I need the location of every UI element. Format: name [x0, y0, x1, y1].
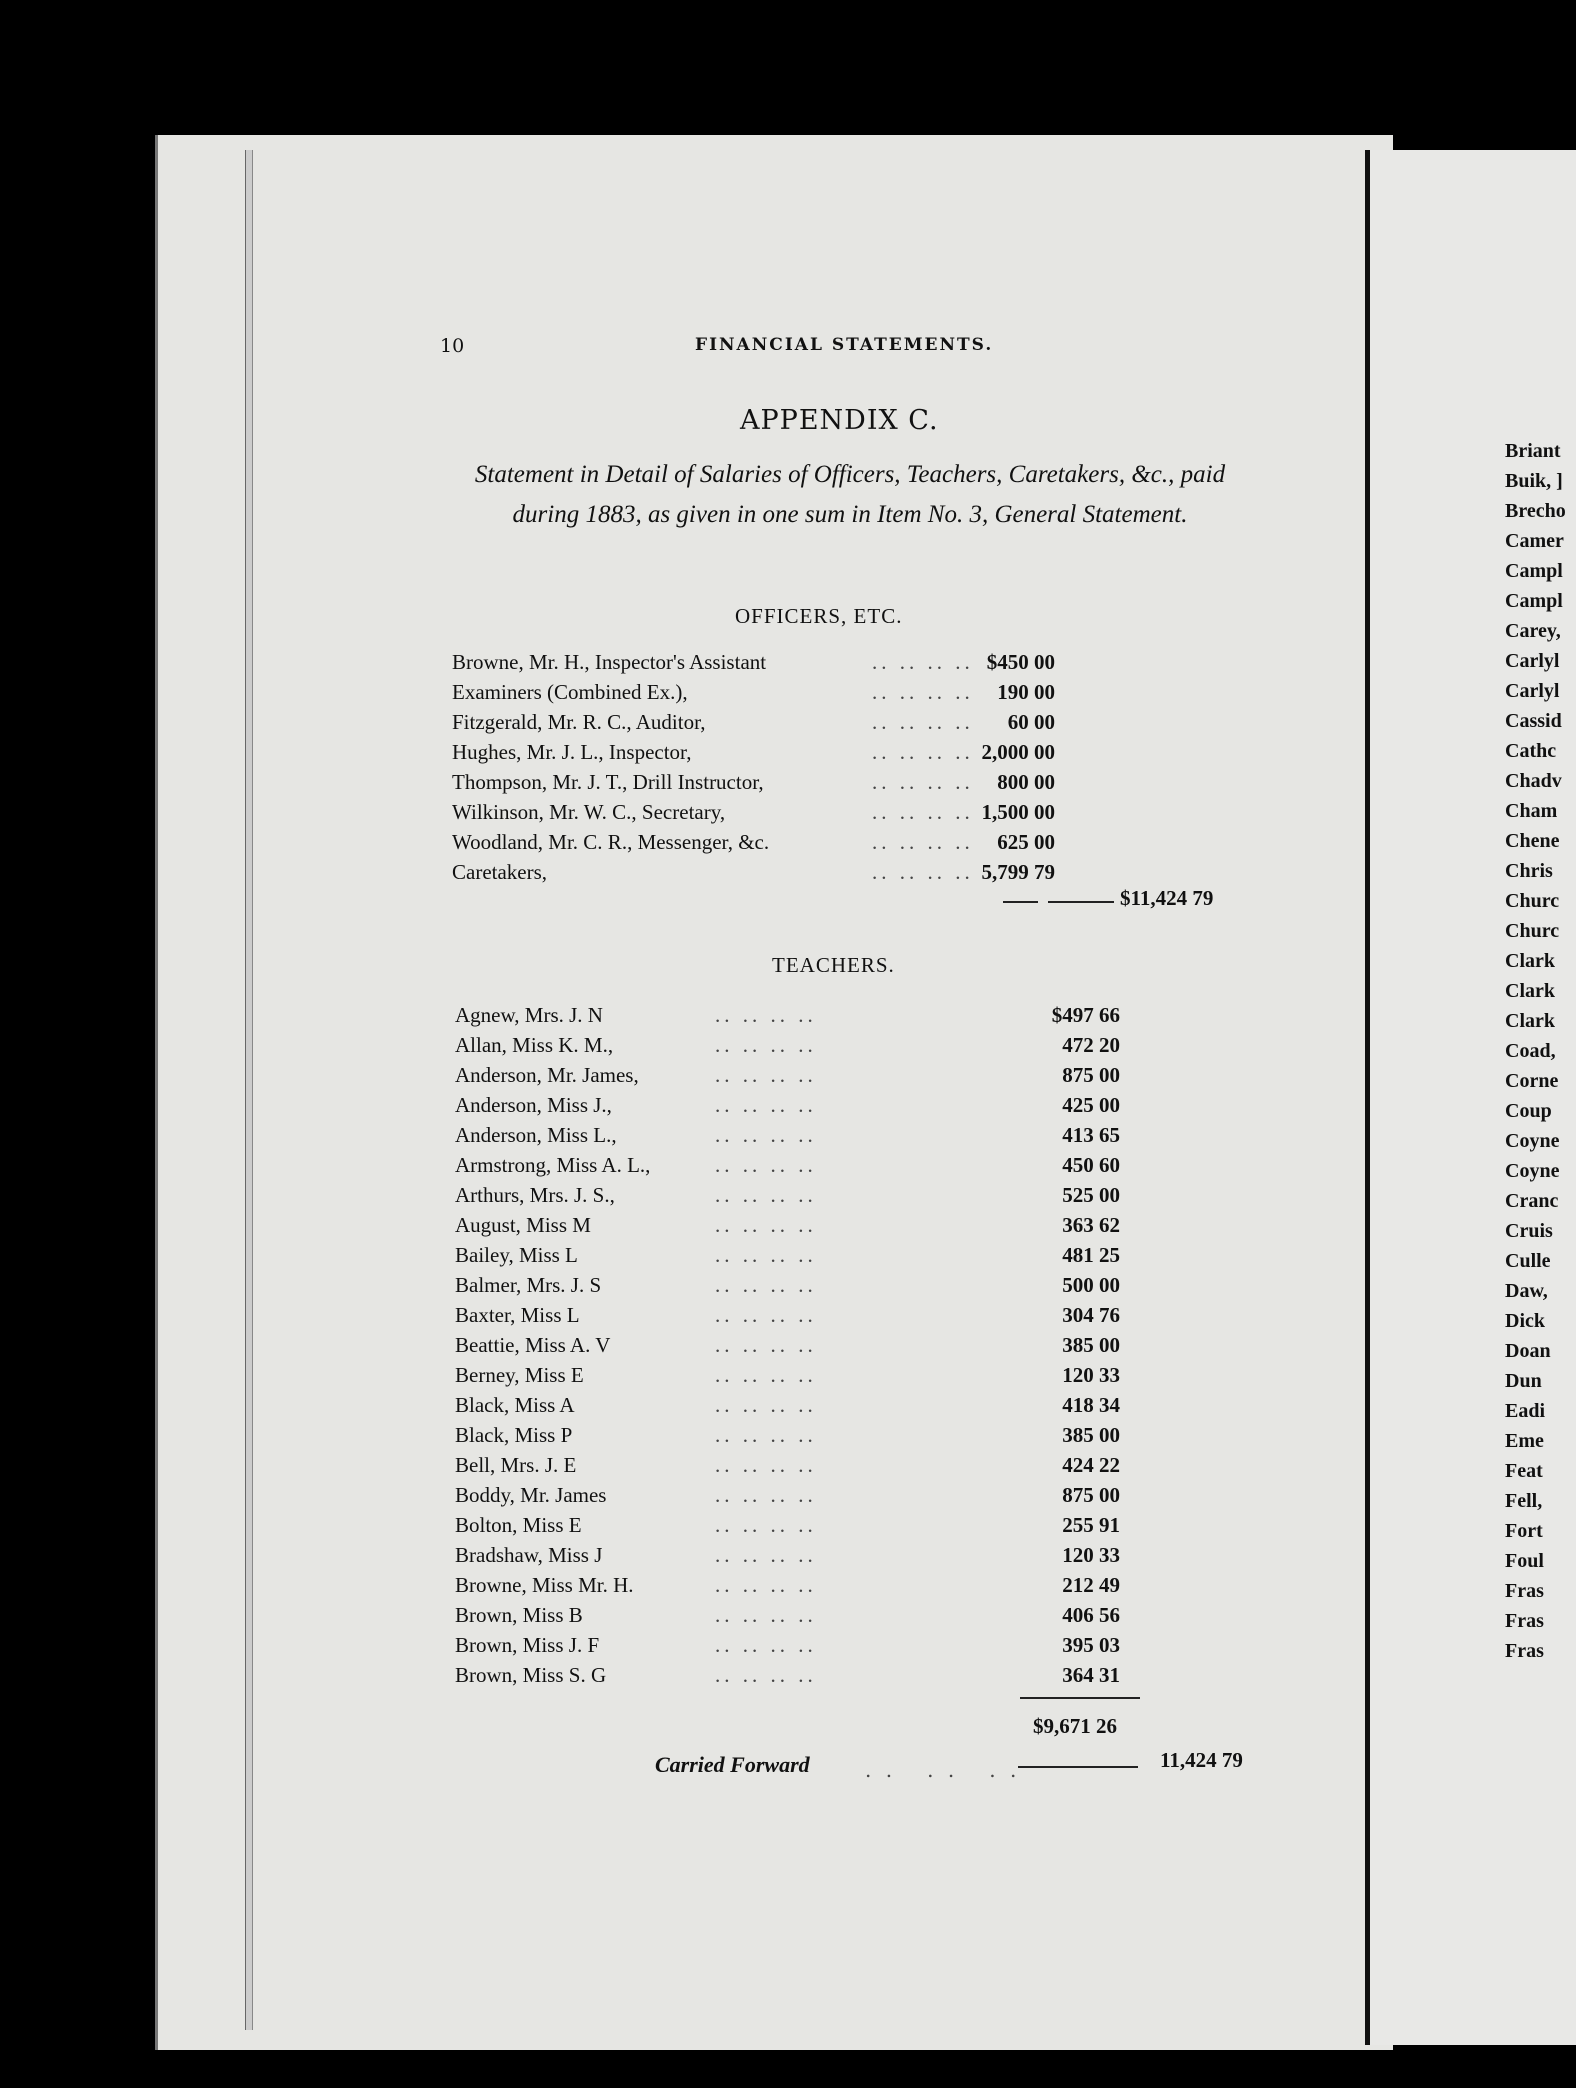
page-header [440, 335, 1060, 365]
officers-rule-2 [1048, 901, 1114, 903]
salary-amount: 413 65 [1062, 1123, 1120, 1147]
payee-name: Black, Miss A [455, 1393, 575, 1417]
carried-forward-rule [1018, 1766, 1138, 1768]
salary-amount: 363 62 [1062, 1213, 1120, 1237]
salary-amount: 1,500 00 [981, 800, 1055, 824]
facing-page-name: Coyne [1505, 1130, 1560, 1152]
facing-page-name: Carlyl [1505, 650, 1560, 672]
dot-leader: .. .. .. .. [872, 710, 974, 734]
dot-leader: .. .. .. .. [715, 1303, 817, 1327]
dot-leader: .. .. .. .. [872, 680, 974, 704]
payee-name: Hughes, Mr. J. L., Inspector, [452, 740, 692, 764]
salary-amount: $497 66 [1051, 1003, 1120, 1027]
payee-name: Browne, Mr. H., Inspector's Assistant [452, 650, 767, 674]
salary-amount: 395 03 [1062, 1633, 1120, 1657]
salary-amount: 60 00 [1007, 710, 1055, 734]
dot-leader: .. .. .. .. [872, 860, 974, 884]
facing-page-name: Culle [1505, 1250, 1551, 1272]
salary-amount: 212 49 [1062, 1573, 1120, 1597]
facing-page-name: Chris [1505, 860, 1553, 882]
facing-page-name: Carey, [1505, 620, 1561, 642]
facing-page-name: Fell, [1505, 1490, 1543, 1512]
payee-name: Woodland, Mr. C. R., Messenger, &c. [452, 830, 770, 854]
carried-forward-amount: 11,424 79 [1160, 1748, 1243, 1772]
facing-page-name: Fras [1505, 1580, 1544, 1602]
facing-page-name: Foul [1505, 1550, 1544, 1572]
dot-leader: .. .. .. .. [715, 1423, 817, 1447]
dot-leader: .. .. .. .. [715, 1003, 817, 1027]
dot-leader: .. .. .. .. [715, 1513, 817, 1537]
dot-leader: .. .. .. .. [715, 1453, 817, 1477]
appendix-title: APPENDIX C. [740, 405, 939, 436]
payee-name: Bell, Mrs. J. E [455, 1453, 577, 1477]
intro-statement: Statement in Detail of Salaries of Officers, Teachers, Caretakers, &c., paid during 1883, as given in one sum in Item No. 3, General Statement. [474, 461, 1226, 528]
facing-page-name: Cassid [1505, 710, 1562, 732]
salary-amount: 120 33 [1062, 1363, 1120, 1387]
carried-forward-leader: . . . . . . [865, 1758, 1021, 1782]
payee-name: Brown, Miss B [455, 1603, 583, 1627]
dot-leader: .. .. .. .. [715, 1483, 817, 1507]
dot-leader: .. .. .. .. [715, 1333, 817, 1357]
payee-name: Anderson, Mr. James, [455, 1063, 639, 1087]
facing-page-name: Chene [1505, 830, 1560, 852]
dot-leader: .. .. .. .. [872, 800, 974, 824]
facing-page-name: Cham [1505, 800, 1558, 822]
payee-name: Thompson, Mr. J. T., Drill Instructor, [452, 770, 764, 794]
carried-forward-label: Carried Forward [655, 1752, 810, 1777]
officers-rule-1 [1003, 901, 1038, 903]
dot-leader: .. .. .. .. [872, 740, 974, 764]
salary-amount: 385 00 [1062, 1333, 1120, 1357]
payee-name: Balmer, Mrs. J. S [455, 1273, 602, 1297]
facing-page-name: Cathc [1505, 740, 1557, 762]
dot-leader: .. .. .. .. [715, 1183, 817, 1207]
facing-page-name: Buik, ] [1505, 470, 1563, 492]
payee-name: Arthurs, Mrs. J. S., [455, 1183, 615, 1207]
facing-page-name: Carlyl [1505, 680, 1560, 702]
payee-name: Wilkinson, Mr. W. C., Secretary, [452, 800, 726, 824]
payee-name: Bailey, Miss L [455, 1243, 578, 1267]
salary-amount: 472 20 [1062, 1033, 1120, 1057]
facing-page-name: Brecho [1505, 500, 1566, 522]
facing-page-name: Eadi [1505, 1400, 1546, 1422]
salary-amount: 385 00 [1062, 1423, 1120, 1447]
facing-page-name: Churc [1505, 920, 1560, 942]
dot-leader: .. .. .. .. [715, 1663, 817, 1687]
payee-name: Black, Miss P [455, 1423, 573, 1447]
payee-name: Browne, Miss Mr. H. [455, 1573, 634, 1597]
salary-amount: 418 34 [1062, 1393, 1120, 1417]
dot-leader: .. .. .. .. [715, 1273, 817, 1297]
payee-name: Brown, Miss J. F [455, 1633, 600, 1657]
salary-amount: $450 00 [986, 650, 1055, 674]
dot-leader: .. .. .. .. [872, 770, 974, 794]
salary-amount: 5,799 79 [981, 860, 1055, 884]
payee-name: August, Miss M [455, 1213, 591, 1237]
facing-page-names [1505, 440, 1576, 1670]
facing-page-name: Coad, [1505, 1040, 1556, 1062]
payee-name: Caretakers, [452, 860, 548, 884]
dot-leader: .. .. .. .. [872, 650, 974, 674]
facing-page-name: Fras [1505, 1640, 1544, 1662]
dot-leader: .. .. .. .. [715, 1543, 817, 1567]
facing-page-name: Corne [1505, 1070, 1559, 1092]
salary-amount: 625 00 [997, 830, 1055, 854]
payee-name: Bradshaw, Miss J [455, 1543, 603, 1567]
salary-amount: 255 91 [1062, 1513, 1120, 1537]
payee-name: Beattie, Miss A. V [455, 1333, 611, 1357]
running-title: FINANCIAL STATEMENTS. [695, 335, 994, 355]
salary-amount: 525 00 [1062, 1183, 1120, 1207]
facing-page-name: Clark [1505, 1010, 1555, 1032]
facing-page-name: Cruis [1505, 1220, 1553, 1242]
facing-page-name: Cranc [1505, 1190, 1559, 1212]
salary-amount: 800 00 [997, 770, 1055, 794]
salary-amount: 500 00 [1062, 1273, 1120, 1297]
payee-name: Boddy, Mr. James [455, 1483, 607, 1507]
dot-leader: .. .. .. .. [715, 1633, 817, 1657]
officers-total: $11,424 79 [1120, 886, 1214, 910]
payee-name: Berney, Miss E [455, 1363, 584, 1387]
salary-amount: 364 31 [1062, 1663, 1120, 1687]
payee-name: Armstrong, Miss A. L., [455, 1153, 651, 1177]
dot-leader: .. .. .. .. [715, 1213, 817, 1237]
facing-page-name: Doan [1505, 1340, 1551, 1362]
dot-leader: .. .. .. .. [715, 1573, 817, 1597]
salary-amount: 481 25 [1062, 1243, 1120, 1267]
facing-page-name: Dick [1505, 1310, 1545, 1332]
payee-name: Bolton, Miss E [455, 1513, 582, 1537]
payee-name: Agnew, Mrs. J. N [455, 1003, 603, 1027]
payee-name: Allan, Miss K. M., [455, 1033, 614, 1057]
salary-amount: 424 22 [1062, 1453, 1120, 1477]
facing-page-name: Dun [1505, 1370, 1542, 1392]
facing-page-name: Clark [1505, 980, 1555, 1002]
teachers-subtotal: $9,671 26 [1033, 1714, 1117, 1738]
dot-leader: .. .. .. .. [715, 1243, 817, 1267]
teachers-heading: TEACHERS. [772, 953, 895, 977]
salary-amount: 450 60 [1062, 1153, 1120, 1177]
dot-leader: .. .. .. .. [715, 1123, 817, 1147]
facing-page-name: Feat [1505, 1460, 1543, 1482]
dot-leader: .. .. .. .. [715, 1393, 817, 1417]
dot-leader: .. .. .. .. [715, 1603, 817, 1627]
facing-page-name: Churc [1505, 890, 1560, 912]
payee-name: Baxter, Miss L [455, 1303, 580, 1327]
dot-leader: .. .. .. .. [715, 1093, 817, 1117]
facing-page-name: Daw, [1505, 1280, 1548, 1302]
salary-amount: 304 76 [1062, 1303, 1120, 1327]
salary-amount: 2,000 00 [981, 740, 1055, 764]
facing-page-name: Coup [1505, 1100, 1552, 1122]
dot-leader: .. .. .. .. [715, 1153, 817, 1177]
salary-amount: 875 00 [1062, 1483, 1120, 1507]
salary-amount: 190 00 [997, 680, 1055, 704]
officers-heading: OFFICERS, ETC. [735, 604, 903, 628]
salary-amount: 875 00 [1062, 1063, 1120, 1087]
salary-amount: 406 56 [1062, 1603, 1120, 1627]
facing-page-name: Clark [1505, 950, 1555, 972]
facing-page-name: Coyne [1505, 1160, 1560, 1182]
facing-page-name: Fras [1505, 1610, 1544, 1632]
facing-page-name: Fort [1505, 1520, 1543, 1542]
payee-name: Fitzgerald, Mr. R. C., Auditor, [452, 710, 706, 734]
payee-name: Anderson, Miss J., [455, 1093, 612, 1117]
page-number: 10 [440, 335, 465, 357]
salary-amount: 120 33 [1062, 1543, 1120, 1567]
facing-page-name: Briant [1505, 440, 1561, 462]
payee-name: Brown, Miss S. G [455, 1663, 607, 1687]
facing-page-name: Eme [1505, 1430, 1544, 1452]
facing-page-name: Campl [1505, 560, 1563, 582]
facing-page-name: Camer [1505, 530, 1564, 552]
facing-page-name: Chadv [1505, 770, 1562, 792]
facing-page-name: Campl [1505, 590, 1563, 612]
payee-name: Examiners (Combined Ex.), [452, 680, 688, 704]
dot-leader: .. .. .. .. [715, 1063, 817, 1087]
page-edge [245, 150, 253, 2030]
payee-name: Anderson, Miss L., [455, 1123, 617, 1147]
dot-leader: .. .. .. .. [715, 1033, 817, 1057]
dot-leader: .. .. .. .. [715, 1363, 817, 1387]
dot-leader: .. .. .. .. [872, 830, 974, 854]
teachers-rule [1020, 1697, 1140, 1699]
salary-amount: 425 00 [1062, 1093, 1120, 1117]
